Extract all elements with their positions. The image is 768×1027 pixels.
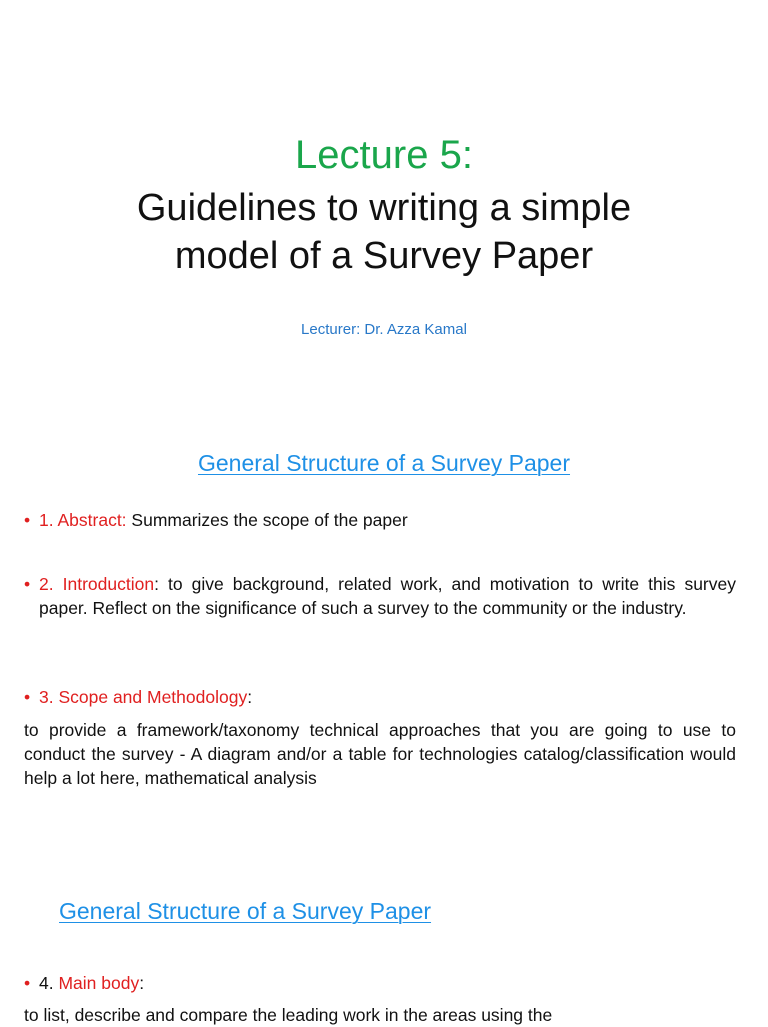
bullet-suffix-main-body: :: [139, 973, 145, 993]
bullet-dot: •: [24, 687, 31, 707]
bullet-label-abstract: 1. Abstract:: [39, 510, 127, 530]
bullet-item-main-body: [24, 971, 736, 995]
main-body-description: to list, describe and compare the leading work in the areas using the: [24, 1005, 553, 1025]
bullet-dot: •: [24, 510, 31, 530]
bullet-prefix-main-body: 4.: [39, 973, 59, 993]
bullet-item-abstract: [24, 508, 736, 532]
title-line-2: model of a Survey Paper: [174, 235, 594, 277]
bullet-label-main-body: Main body: [58, 973, 140, 993]
section-heading-structure-2[interactable]: General Structure of a Survey Paper: [59, 898, 432, 924]
bullet-text-abstract: Summarizes the scope of the paper: [126, 510, 408, 530]
bullet-item-scope: [24, 685, 736, 709]
bullet-text-scope: :: [247, 687, 253, 707]
lecture-main-title: [0, 184, 768, 280]
scope-description: to provide a framework/taxonomy technical approaches that you are going to use to conduct the survey - A diagram and/or a table for technologies catalog/classification would help a lot here, mathematical analysis: [24, 720, 736, 788]
lecture-number-title: Lecture 5:: [295, 133, 473, 177]
title-line-1: Guidelines to writing a simple: [136, 187, 632, 229]
bullet-dot: •: [24, 973, 31, 993]
lecturer-name: Lecturer: Dr. Azza Kamal: [301, 321, 467, 338]
bullet-label-introduction: 2. Introduction: [39, 574, 155, 594]
section-heading-structure[interactable]: General Structure of a Survey Paper: [197, 450, 571, 476]
bullet-dot: •: [24, 574, 31, 594]
bullet-item-introduction: [24, 572, 736, 620]
bullet-label-scope: 3. Scope and Methodology: [39, 687, 248, 707]
bullet-text-introduction: : to give background, related work, and motivation to write this survey paper. Reflect on the significance of such a survey to the community or the industry.: [39, 574, 736, 618]
